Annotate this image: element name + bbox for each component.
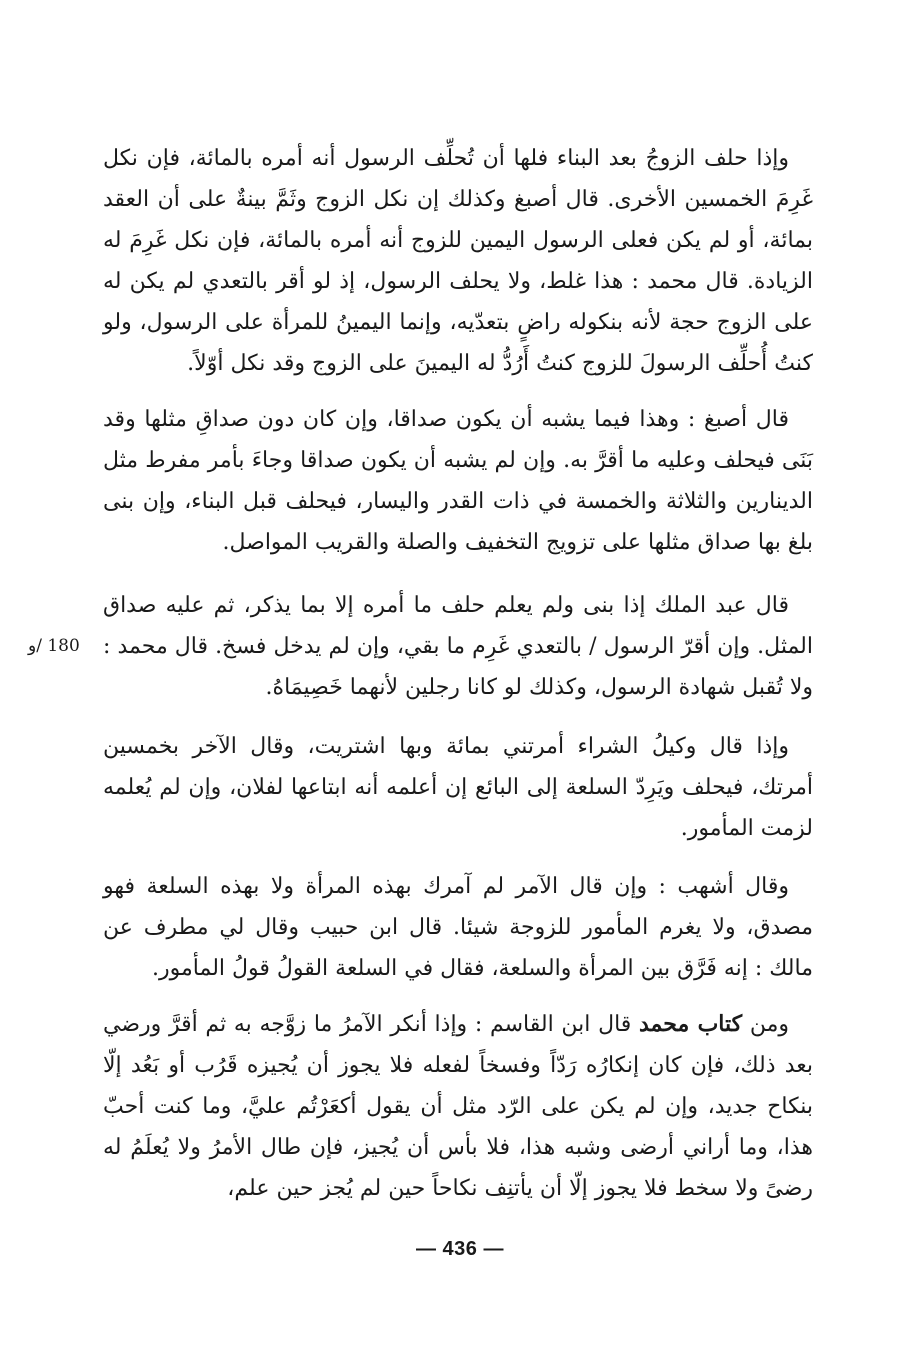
- paragraph-3: قال عبد الملك إذا بنى ولم يعلم حلف ما أمره إلا بما يذكر، ثم عليه صداق المثل. وإن أقرّ الرسول / بالتعدي غَرِم ما بقي، وإن لم يدخل فسخ. قال محمد : ولا تُقبل شهادة الرسول، وكذلك لو كانا رجلين لأنهما خَصِيمَاهُ.: [103, 593, 813, 700]
- paragraph-6-body: قال ابن القاسم : وإذا أنكر الآمرُ ما زوَّجه به ثم أقرَّ ورضي بعد ذلك، فإن كان إنكارُه رَدّاً وفسخاً لفعله فلا يجوز أن يُجيزه قَرُب أو بَعُد إلّا بنكاح جديد، وإن لم يكن على الرّد مثل أن يقول أكعَرْتُم عليَّ، وما كنت أحبّ هذا، وما أراني أرضى وشبه هذا، فلا بأس أن يُجيز، فإن طال الأمرُ ولا يُعلَمُ له رضىً ولا سخط فلا يجوز إلّا أن يأتنِف نكاحاً حين لم يُجز حين علم،: [103, 1012, 813, 1201]
- page-number: — 436 —: [416, 1238, 504, 1260]
- paragraph-4: وإذا قال وكيلُ الشراء أمرتني بمائة وبها اشتريت، وقال الآخر بخمسين أمرتك، فيحلف ويَرِدّ السلعة إلى البائع إن أعلمه أنه ابتاعها لفلان، وإن لم يُعلمه لزمت المأمور.: [103, 734, 813, 841]
- folio-marginal-note: 180 /و: [28, 636, 80, 656]
- paragraph-5: وقال أشهب : وإن قال الآمر لم آمرك بهذه المرأة ولا بهذه السلعة فهو مصدق، ولا يغرم المأمور للزوجة شيئا. قال ابن حبيب وقال لي مطرف عن مالك : إنه فَرَّق بين المرأة والسلعة، فقال في السلعة القولُ قولُ المأمور.: [103, 874, 813, 981]
- book-title: كتاب محمد: [638, 1011, 743, 1037]
- paragraph-2: قال أصبغ : وهذا فيما يشبه أن يكون صداقا، وإن كان دون صداقِ مثلها وقد بَنَى فيحلف وعليه ما أقرَّ به. وإن لم يشبه أن يكون صداقا وجاءَ بأمر مفرط مثل الدينارين والثلاثة والخمسة في ذات القدر واليسار، فيحلف قبل البناء، وإن بنى بلغ بها صداق مثلها على تزويج التخفيف والصلة والقريب المواصل.: [103, 407, 813, 555]
- paragraph-1: وإذا حلف الزوجُ بعد البناء فلها أن تُحلِّف الرسول أنه أمره بالمائة، فإن نكل غَرِمَ الخمسين الأخرى. قال أصبغ وكذلك إن نكل الزوج وثَمَّ بينةٌ على أن العقد بمائة، أو لم يكن فعلى الرسول اليمين للزوج أنه أمره بالمائة، فإن نكل غَرِمَ له الزيادة. قال محمد : هذا غلط، ولا يحلف الرسول، إذ لو أقر بالتعدي لم يكن له على الزوج حجة لأنه بنكوله راضٍ بتعدّيه، وإنما اليمينُ للمرأة على الرسول، ولو كنتُ أُحلِّف الرسولَ للزوج كنتُ أَرُدُّ له اليمينَ على الزوج وقد نكل أوّلاً.: [103, 146, 813, 376]
- paragraph-6-lead: ومن: [742, 1012, 789, 1037]
- paragraph-6: [103, 1004, 813, 1209]
